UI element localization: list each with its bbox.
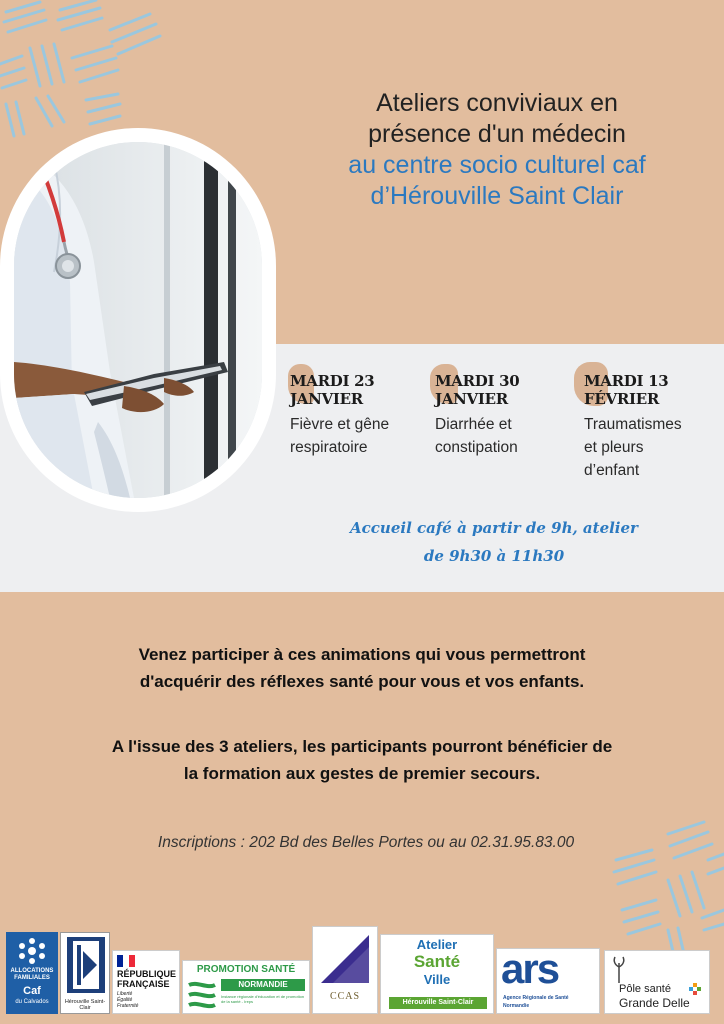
header-line-3: au centre socio culturel caf bbox=[348, 151, 646, 179]
header-line-4: d’Hérouville Saint Clair bbox=[370, 182, 624, 210]
logo-promotion-sante: PROMOTION SANTÉ NORMANDIE Instance régionale d'éducation et de promotion de la santé - Ireps bbox=[182, 960, 310, 1014]
paragraph-premiers-secours: A l'issue des 3 ateliers, les participants pourront bénéficier de la formation aux gestes de premier secours. bbox=[111, 737, 613, 783]
atelier-1-date: MARDI 23 JANVIER bbox=[290, 372, 375, 408]
promotion-sante-wave-icon bbox=[187, 979, 217, 1009]
logo-ccas: CCAS bbox=[312, 926, 378, 1014]
logo-republique-francaise: RÉPUBLIQUE FRANÇAISE Liberté Égalité Fraternité bbox=[112, 950, 180, 1014]
doctor-illustration bbox=[14, 142, 262, 498]
logo-ars: ars Agence Régionale de Santé Normandie bbox=[496, 948, 600, 1014]
logo-caf: ALLOCATIONS FAMILIALES Caf du Calvados bbox=[6, 932, 58, 1014]
header-line-1: Ateliers conviviaux en bbox=[376, 89, 618, 117]
atelier-sante-caption: Hérouville Saint-Clair bbox=[389, 997, 487, 1009]
atelier-3-description: Traumatismes et pleurs d’enfant bbox=[584, 416, 682, 479]
logo-pole-sante-grande-delle: Pôle santé Grande Delle bbox=[604, 950, 710, 1014]
paragraph-participation: Venez participer à ces animations qui vous permettront d'acquérir des réflexes santé pour vous et vos enfants. bbox=[138, 645, 586, 691]
pole-sante-cross-icon bbox=[689, 983, 701, 995]
atelier-2-description: Diarrhée et constipation bbox=[435, 416, 518, 456]
logo-herouville: Hérouville Saint-Clair bbox=[60, 932, 110, 1014]
atelier-1-description: Fièvre et gêne respiratoire bbox=[290, 416, 390, 456]
accueil-text: Accueil café à partir de 9h, atelier de 9h30 à 11h30 bbox=[350, 519, 638, 565]
herouville-emblem-icon bbox=[67, 937, 105, 993]
ccas-triangle-icon bbox=[319, 933, 371, 985]
logo-atelier-sante-ville: Atelier Santé Ville Hérouville Saint-Clair bbox=[380, 934, 494, 1014]
brush-strokes-top-left bbox=[0, 0, 180, 140]
atelier-2-date: MARDI 30 JANVIER bbox=[435, 372, 520, 408]
atelier-3-date: MARDI 13 FÉVRIER bbox=[584, 372, 669, 408]
header-line-2: présence d'un médecin bbox=[368, 120, 626, 148]
marianne-flag-icon bbox=[117, 955, 135, 967]
doctor-photo bbox=[14, 142, 262, 498]
inscriptions-text: Inscriptions : 202 Bd des Belles Portes ou au 02.31.95.83.00 bbox=[157, 834, 575, 851]
pole-sante-sprout-icon bbox=[611, 955, 627, 983]
header-title bbox=[282, 88, 712, 212]
caf-emblem-icon bbox=[16, 936, 48, 966]
